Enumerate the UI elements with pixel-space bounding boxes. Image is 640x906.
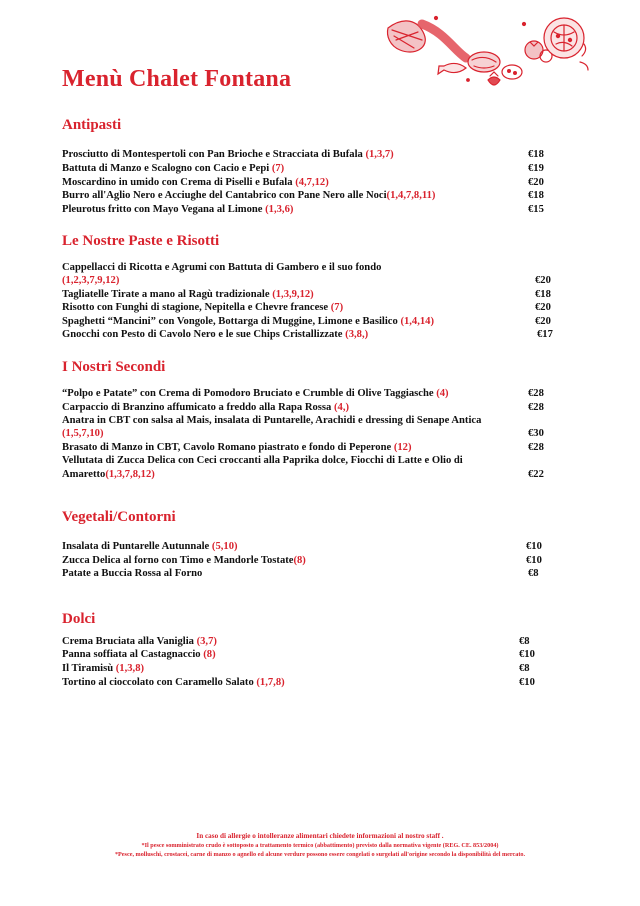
menu-item-price: €30 (528, 428, 544, 439)
menu-item: Insalata di Puntarelle Autunnale (5,10) (62, 541, 238, 552)
menu-item-price: €20 (535, 275, 551, 286)
menu-item-price: €28 (528, 388, 544, 399)
menu-item: Patate a Buccia Rossa al Forno (62, 568, 203, 579)
menu-item-price: €18 (528, 190, 544, 201)
menu-item: Anatra in CBT con salsa al Mais, insalata di Puntarelle, Arachidi e dressing di Senape Antica (62, 415, 482, 426)
menu-item-price: €20 (535, 316, 551, 327)
menu-item-price: €19 (528, 163, 544, 174)
menu-title: Menù Chalet Fontana (62, 66, 292, 92)
section-heading-antipasti: Antipasti (62, 117, 122, 133)
menu-item: Cappellacci di Ricotta e Agrumi con Battuta di Gambero e il suo fondo (62, 262, 382, 273)
section-heading-contorni: Vegetali/Contorni (62, 509, 176, 525)
menu-item-price: €10 (526, 541, 542, 552)
menu-item-price: €28 (528, 402, 544, 413)
menu-item-price: €10 (519, 677, 535, 688)
menu-item: Zucca Delica al forno con Timo e Mandorle Tostate(8) (62, 555, 306, 566)
menu-item-price: €18 (535, 289, 551, 300)
allergy-notice: In caso di allergie o intolleranze alimentari chiedete informazioni al nostro staff . (196, 832, 444, 840)
section-heading-dolci: Dolci (62, 611, 96, 627)
menu-item-allergens-line: (1,2,3,7,9,12) (62, 275, 120, 286)
menu-item-price: €22 (528, 469, 544, 480)
menu-item-price: €20 (535, 302, 551, 313)
menu-item-price: €15 (528, 204, 544, 215)
menu-item-price: €17 (537, 329, 553, 340)
menu-item: Moscardino in umido con Crema di Piselli e Bufala (4,7,12) (62, 177, 329, 188)
menu-item: Battuta di Manzo e Scalogno con Cacio e Pepi (7) (62, 163, 285, 174)
menu-item: Tortino al cioccolato con Caramello Salato (1,7,8) (62, 677, 285, 688)
menu-item-price: €10 (519, 649, 535, 660)
menu-item-price: €8 (528, 568, 539, 579)
menu-item-price: €10 (526, 555, 542, 566)
menu-item: Prosciutto di Montespertoli con Pan Brioche e Stracciata di Bufala (1,3,7) (62, 149, 394, 160)
menu-item-price: €18 (528, 149, 544, 160)
menu-item: Crema Bruciata alla Vaniglia (3,7) (62, 636, 217, 647)
menu-item-continued: Amaretto(1,3,7,8,12) (62, 469, 155, 480)
raw-fish-note: *Il pesce somministrato crudo è sottoposto a trattamento termico (abbattimento) previsto dalla normativa vigente (REG. CE. 853/2004) (141, 842, 499, 849)
menu-item-price: €28 (528, 442, 544, 453)
menu-item-allergens-line: (1,5,7,10) (62, 428, 104, 439)
menu-item: Pleurotus fritto con Mayo Vegana al Limone (1,3,6) (62, 204, 294, 215)
frozen-products-note: *Pesce, molluschi, crostacei, carne di manzo o agnello ed alcune verdure possono essere congelati o surgelati all'origine secondo la disponibilità del mercato. (114, 851, 526, 858)
section-heading-paste-risotti: Le Nostre Paste e Risotti (62, 233, 220, 249)
menu-item-price: €8 (519, 636, 530, 647)
menu-item: Burro all'Aglio Nero e Acciughe del Cantabrico con Pane Nero alle Noci(1,4,7,8,11) (62, 190, 436, 201)
menu-item: Carpaccio di Branzino affumicato a freddo alla Rapa Rossa (4,) (62, 402, 350, 413)
menu-item: Spaghetti “Mancini” con Vongole, Bottarga di Muggine, Limone e Basilico (1,4,14) (62, 316, 434, 327)
menu-item: Risotto con Funghi di stagione, Nepitella e Chevre francese (7) (62, 302, 344, 313)
menu-item: “Polpo e Patate” con Crema di Pomodoro Bruciato e Crumble di Olive Taggiasche (4) (62, 388, 449, 399)
menu-item: Il Tiramisù (1,3,8) (62, 663, 145, 674)
menu-item: Panna soffiata al Castagnaccio (8) (62, 649, 216, 660)
menu-item: Vellutata di Zucca Delica con Ceci croccanti alla Paprika dolce, Fiocchi di Latte e Olio di (62, 455, 463, 466)
menu-item: Brasato di Manzo in CBT, Cavolo Romano piastrato e fondo di Peperone (12) (62, 442, 412, 453)
menu-item: Gnocchi con Pesto di Cavolo Nero e le sue Chips Cristallizzate (3,8,) (62, 329, 369, 340)
menu-item-price: €8 (519, 663, 530, 674)
food-sketch-illustration-icon (384, 10, 590, 92)
menu-item-price: €20 (528, 177, 544, 188)
menu-item: Tagliatelle Tirate a mano al Ragù tradizionale (1,3,9,12) (62, 289, 314, 300)
section-heading-secondi: I Nostri Secondi (62, 359, 166, 375)
